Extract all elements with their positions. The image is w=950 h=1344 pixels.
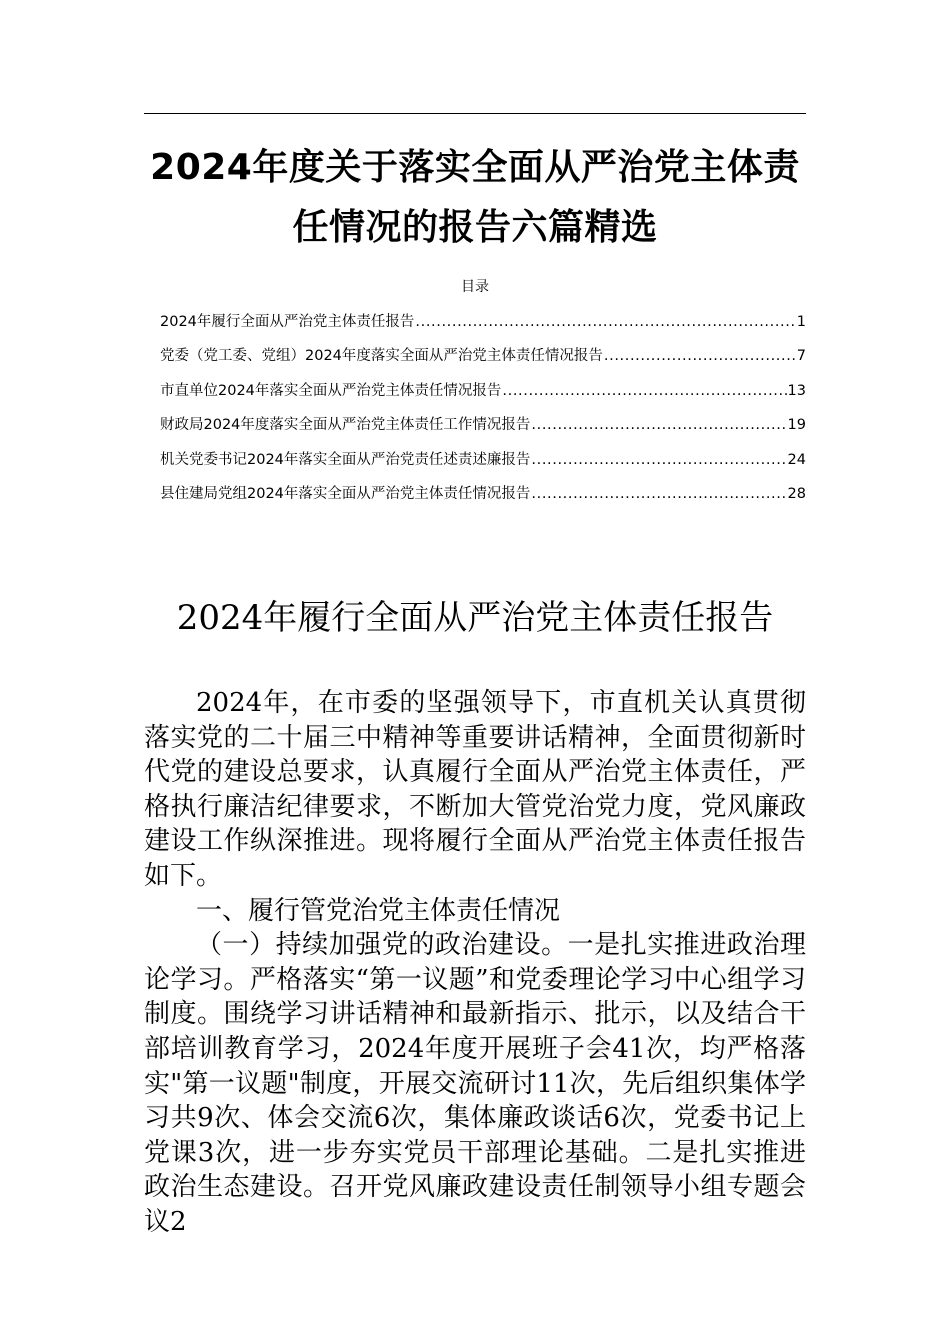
toc-item-label: 财政局2024年度落实全面从严治党主体责任工作情况报告 (160, 417, 531, 434)
toc-item-page: 1 (796, 314, 806, 330)
toc-item[interactable] (160, 380, 806, 414)
toc-item[interactable] (160, 311, 806, 345)
toc-item[interactable] (160, 414, 806, 448)
toc-heading: 目录 (461, 279, 489, 295)
toc-dot-leader (502, 380, 786, 402)
toc-dot-leader (415, 311, 795, 333)
toc-item-page: 7 (796, 348, 806, 365)
toc-dot-leader (531, 414, 786, 436)
toc-item-page: 28 (787, 485, 806, 502)
toc-dot-leader (604, 345, 796, 367)
section-title: 2024年履行全面从严治党主体责任报告 (176, 598, 774, 638)
section-heading: 一、履行管党治党主体责任情况 (196, 895, 561, 926)
toc-item[interactable] (160, 345, 806, 379)
table-of-contents (160, 311, 806, 517)
toc-item-label: 市直单位2024年落实全面从严治党主体责任情况报告 (160, 382, 502, 399)
toc-item[interactable] (160, 449, 806, 483)
toc-item[interactable] (160, 483, 806, 517)
document-title: 2024年度关于落实全面从严治党主体责任情况的报告六篇精选 (150, 147, 800, 248)
toc-item-page: 24 (787, 451, 806, 468)
body-paragraph: （一）持续加强党的政治建设。一是扎实推进政治理论学习。严格落实“第一议题”和党委理论学习中心组学习制度。围绕学习讲话精神和最新指示、批示，以及结合干部培训教育学习，2024年度开展班子会41次，均严格落实"第一议题"制度，开展交流研讨11次，先后组织集体学习共9次、体会交流6次，集体廉政谈话6次，党委书记上党课3次，进一步夯实党员干部理论基础。二是扎实推进政治生态建设。召开党风廉政建设责任制领导小组专题会议2 (144, 930, 806, 1237)
toc-dot-leader (531, 483, 786, 505)
toc-item-page: 13 (787, 382, 806, 399)
toc-item-label: 机关党委书记2024年落实全面从严治党责任述责述廉报告 (160, 451, 531, 468)
section-body (144, 686, 806, 1240)
body-paragraph: 2024年，在市委的坚强领导下，市直机关认真贯彻落实党的二十届三中精神等重要讲话精神，全面贯彻新时代党的建设总要求，认真履行全面从严治党主体责任，严格执行廉洁纪律要求，不断加大管党治党力度，党风廉政建设工作纵深推进。现将履行全面从严治党主体责任报告如下。 (144, 688, 806, 891)
toc-item-label: 党委（党工委、党组）2024年度落实全面从严治党主体责任情况报告 (160, 348, 603, 365)
toc-item-page: 19 (787, 417, 806, 434)
toc-item-label: 县住建局党组2024年落实全面从严治党主体责任情况报告 (160, 485, 531, 502)
header-rule (144, 113, 806, 114)
toc-dot-leader (531, 449, 786, 471)
toc-item-label: 2024年履行全面从严治党主体责任报告 (160, 314, 415, 330)
